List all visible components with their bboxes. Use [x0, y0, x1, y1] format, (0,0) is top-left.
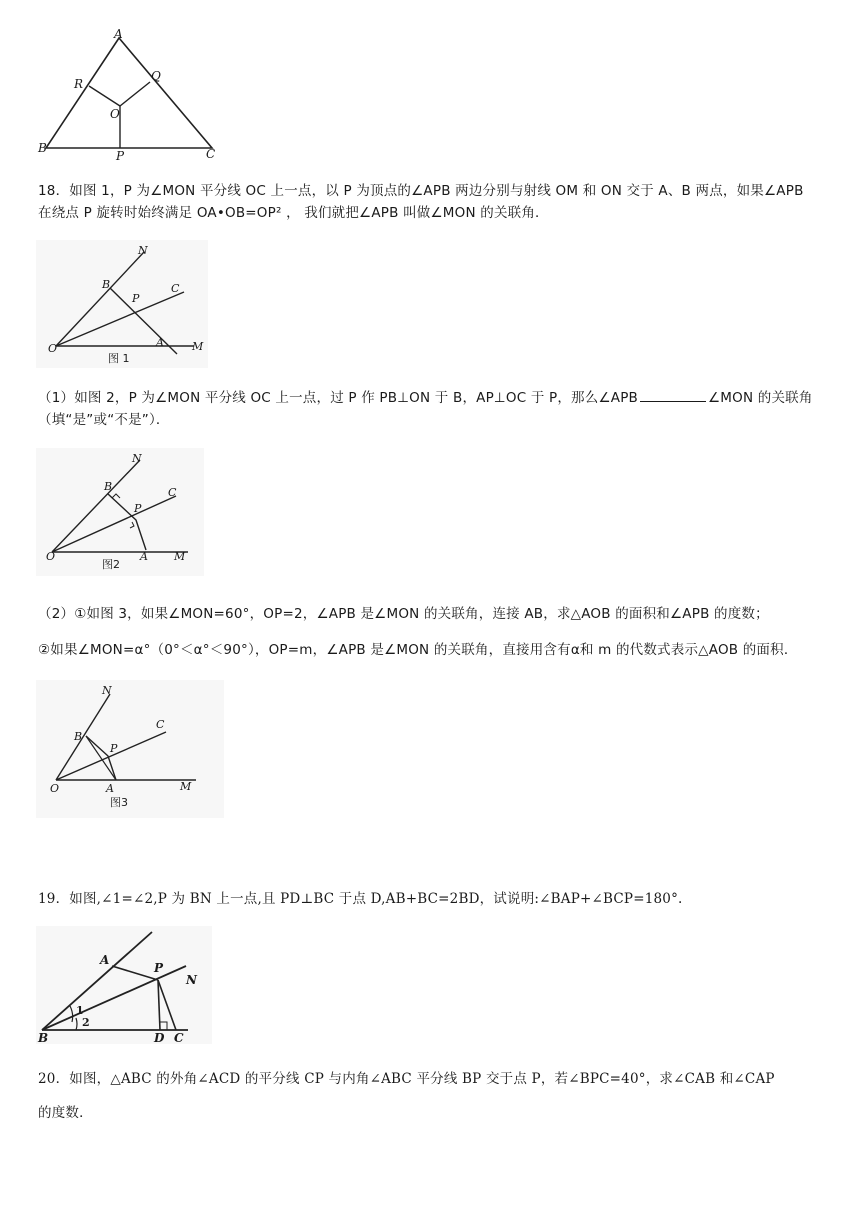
- label-O: O: [110, 107, 120, 121]
- fig1-label-M: M: [192, 340, 204, 353]
- fig2-label-M: M: [174, 550, 186, 563]
- fig3-label-M: M: [180, 780, 192, 793]
- figure-3: [36, 680, 224, 818]
- fig2-label-P: P: [134, 502, 142, 515]
- q18-intro-line1: 18．如图 1，P 为∠MON 平分线 OC 上一点，以 P 为顶点的∠APB 两边分别与射线 OM 和 ON 交于 A、B 两点，如果∠APB: [38, 183, 804, 199]
- label-B: B: [38, 141, 47, 155]
- label-A: A: [114, 28, 123, 41]
- figure-1: [36, 240, 208, 368]
- q19-text: 19．如图,∠1=∠2,P 为 BN 上一点,且 PD⊥BC 于点 D,AB+BC=2BD，试说明:∠BAP+∠BCP=180°.: [38, 891, 683, 907]
- fig2-label-A: A: [140, 550, 148, 563]
- fig3-label-C: C: [156, 718, 165, 731]
- fig1-label-C: C: [171, 282, 180, 295]
- fig3-label-N: N: [102, 684, 112, 697]
- q19-label-N: N: [186, 973, 197, 987]
- q18-part1-line2: （填“是”或“不是”）．: [38, 412, 170, 428]
- q19-label-B: B: [38, 1031, 49, 1044]
- q18-part2: [38, 596, 828, 668]
- fig3-label-B: B: [74, 730, 83, 743]
- fig3-label-P: P: [110, 742, 118, 755]
- q20-line1: 20．如图，△ABC 的外角∠ACD 的平分线 CP 与内角∠ABC 平分线 BP 交于点 P，若∠BPC=40°，求∠CAB 和∠CAP: [38, 1071, 775, 1087]
- fig1-caption: 图 1: [108, 352, 130, 365]
- q20-line2: 的度数．: [38, 1105, 93, 1121]
- triangle-figure-top: [34, 28, 224, 164]
- label-Q: Q: [151, 69, 161, 83]
- q20-text: [38, 1062, 828, 1130]
- fig2-label-N: N: [132, 452, 142, 465]
- q18-part2-item2: ②如果∠MON=α°（0°＜α°＜90°），OP=m，∠APB 是∠MON 的关联角，直接用含有α和 m 的代数式表示△AOB 的面积．: [38, 642, 798, 658]
- q18-intro: [38, 180, 828, 224]
- label-C: C: [206, 147, 216, 161]
- fig3-caption: 图3: [110, 796, 128, 809]
- q18-part2-item1: （2）①如图 3，如果∠MON=60°，OP=2，∠APB 是∠MON 的关联角，连接 AB，求△AOB 的面积和∠APB 的度数；: [38, 606, 769, 622]
- label-R: R: [74, 77, 84, 91]
- q19-label-C: C: [174, 1031, 184, 1044]
- q18-intro-line2: 在绕点 P 旋转时始终满足 OA•OB=OP² ， 我们就把∠APB 叫做∠MON 的关联角．: [38, 205, 549, 221]
- q19-label-1: 1: [76, 1004, 84, 1017]
- figure-2: [36, 448, 204, 576]
- fig2-label-O: O: [46, 550, 56, 563]
- q18-part1-text-b: ∠MON 的关联角: [708, 390, 813, 406]
- answer-blank[interactable]: [640, 386, 706, 402]
- fig3-label-A: A: [106, 782, 114, 795]
- label-P: P: [116, 149, 125, 163]
- fig2-label-C: C: [168, 486, 177, 499]
- q19-label-A: A: [100, 953, 110, 967]
- fig1-label-O: O: [48, 342, 58, 355]
- figure-q19: [36, 926, 212, 1044]
- fig1-label-B: B: [102, 278, 111, 291]
- fig1-label-A: A: [156, 336, 164, 349]
- q18-part1: [38, 386, 828, 431]
- q18-part1-text-a: （1）如图 2，P 为∠MON 平分线 OC 上一点，过 P 作 PB⊥ON 于 B，AP⊥OC 于 P，那么∠APB: [38, 390, 638, 406]
- fig1-label-P: P: [132, 292, 140, 305]
- q19-label-2: 2: [82, 1016, 90, 1029]
- fig1-label-N: N: [138, 244, 148, 257]
- fig2-label-B: B: [104, 480, 113, 493]
- q19-label-P: P: [154, 961, 164, 975]
- fig3-label-O: O: [50, 782, 60, 795]
- q18-part1-line1: [38, 386, 828, 409]
- fig2-caption: 图2: [102, 558, 120, 571]
- q19-label-D: D: [154, 1031, 165, 1044]
